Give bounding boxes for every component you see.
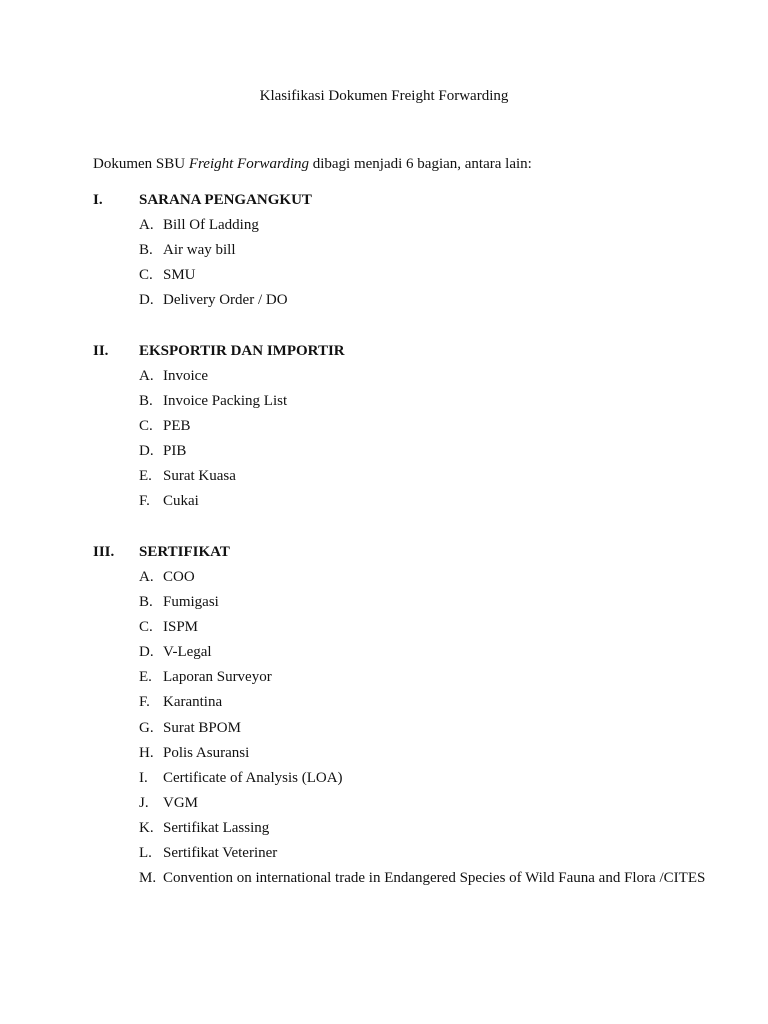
- item-letter: J.: [139, 794, 149, 811]
- list-item: [139, 741, 733, 766]
- item-letter: B.: [139, 594, 153, 611]
- item-text: V-Legal: [163, 644, 212, 661]
- item-text: Sertifikat Veteriner: [163, 845, 278, 862]
- item-letter: F.: [139, 493, 150, 510]
- list-item: [139, 263, 733, 288]
- item-text: Surat BPOM: [163, 719, 241, 736]
- list-item: [139, 791, 733, 816]
- section-title: EKSPORTIR DAN IMPORTIR: [139, 343, 345, 359]
- item-text: VGM: [163, 794, 199, 811]
- list-item: [139, 238, 733, 263]
- item-text: Sertifikat Lassing: [163, 819, 270, 836]
- item-letter: E.: [139, 468, 152, 485]
- list-item: [139, 364, 733, 389]
- list-item: [139, 439, 733, 464]
- list-item: [139, 288, 733, 313]
- item-list: [93, 213, 733, 313]
- item-list: [93, 364, 733, 515]
- section-eksportir-importir: [93, 339, 733, 515]
- section-title: SERTIFIKAT: [139, 544, 230, 560]
- list-item: [139, 841, 733, 866]
- item-text: SMU: [163, 267, 196, 284]
- item-text: Invoice: [163, 368, 208, 384]
- item-text: Karantina: [163, 694, 223, 711]
- list-item: [139, 414, 733, 439]
- list-item: [139, 716, 733, 741]
- item-text: PIB: [163, 443, 187, 460]
- section-numeral: II.: [93, 343, 109, 359]
- item-letter: A.: [139, 368, 154, 384]
- item-text: PEB: [163, 418, 191, 435]
- intro-emphasis: Freight Forwarding: [188, 156, 309, 172]
- item-letter: F.: [139, 694, 150, 711]
- section-heading: [93, 339, 733, 364]
- item-text: Air way bill: [163, 242, 236, 259]
- item-letter: H.: [139, 744, 154, 761]
- item-letter: D.: [139, 644, 154, 661]
- list-item: [139, 665, 733, 690]
- item-letter: D.: [139, 292, 154, 309]
- list-item: [139, 615, 733, 640]
- section-numeral: I.: [93, 192, 103, 208]
- list-item: [139, 640, 733, 665]
- list-item: [139, 590, 733, 615]
- list-item: [139, 816, 733, 841]
- item-letter: I.: [139, 769, 148, 786]
- item-text: Cukai: [163, 493, 199, 510]
- item-letter: A.: [139, 569, 154, 585]
- section-sarana-pengangkut: [93, 188, 733, 313]
- list-item: [139, 389, 733, 414]
- list-item: [139, 690, 733, 715]
- item-text: Invoice Packing List: [163, 393, 288, 410]
- item-text: Certificate of Analysis (LOA): [163, 769, 343, 786]
- list-item: [139, 866, 733, 892]
- section-numeral: III.: [93, 544, 115, 560]
- section-title: SARANA PENGANGKUT: [139, 192, 312, 208]
- document-title: Klasifikasi Dokumen Freight Forwarding: [259, 88, 509, 104]
- item-letter: C.: [139, 418, 153, 435]
- section-sertifikat: [93, 540, 733, 892]
- item-text: COO: [163, 569, 195, 585]
- item-letter: C.: [139, 267, 153, 284]
- intro-text-end: dibagi menjadi 6 bagian, antara lain:: [308, 156, 532, 172]
- list-item: [139, 766, 733, 791]
- intro-text-start: Dokumen SBU: [93, 156, 189, 172]
- item-letter: D.: [139, 443, 154, 460]
- item-letter: K.: [139, 819, 154, 836]
- item-letter: A.: [139, 217, 154, 233]
- item-text: ISPM: [163, 619, 199, 636]
- item-letter: E.: [139, 669, 152, 686]
- intro-paragraph: [93, 156, 532, 173]
- list-item: [139, 489, 733, 514]
- section-heading: [93, 188, 733, 213]
- list-item: [139, 464, 733, 489]
- item-text: Polis Asuransi: [163, 744, 250, 761]
- item-letter: G.: [139, 719, 154, 736]
- item-letter: C.: [139, 619, 153, 636]
- item-letter: B.: [139, 242, 153, 259]
- item-text: Bill Of Ladding: [163, 217, 259, 233]
- item-text: Delivery Order / DO: [163, 292, 288, 309]
- item-letter: L.: [139, 845, 152, 862]
- item-text: Surat Kuasa: [163, 468, 236, 485]
- item-text: Convention on international trade in Endangered Species of Wild Fauna and Flora /CITES: [163, 870, 706, 887]
- item-letter: B.: [139, 393, 153, 410]
- list-item: [139, 565, 733, 590]
- section-heading: [93, 540, 733, 565]
- item-letter: M.: [139, 870, 157, 887]
- item-text: Laporan Surveyor: [163, 669, 272, 686]
- item-text: Fumigasi: [163, 594, 219, 611]
- item-list: [93, 565, 733, 892]
- list-item: [139, 213, 733, 238]
